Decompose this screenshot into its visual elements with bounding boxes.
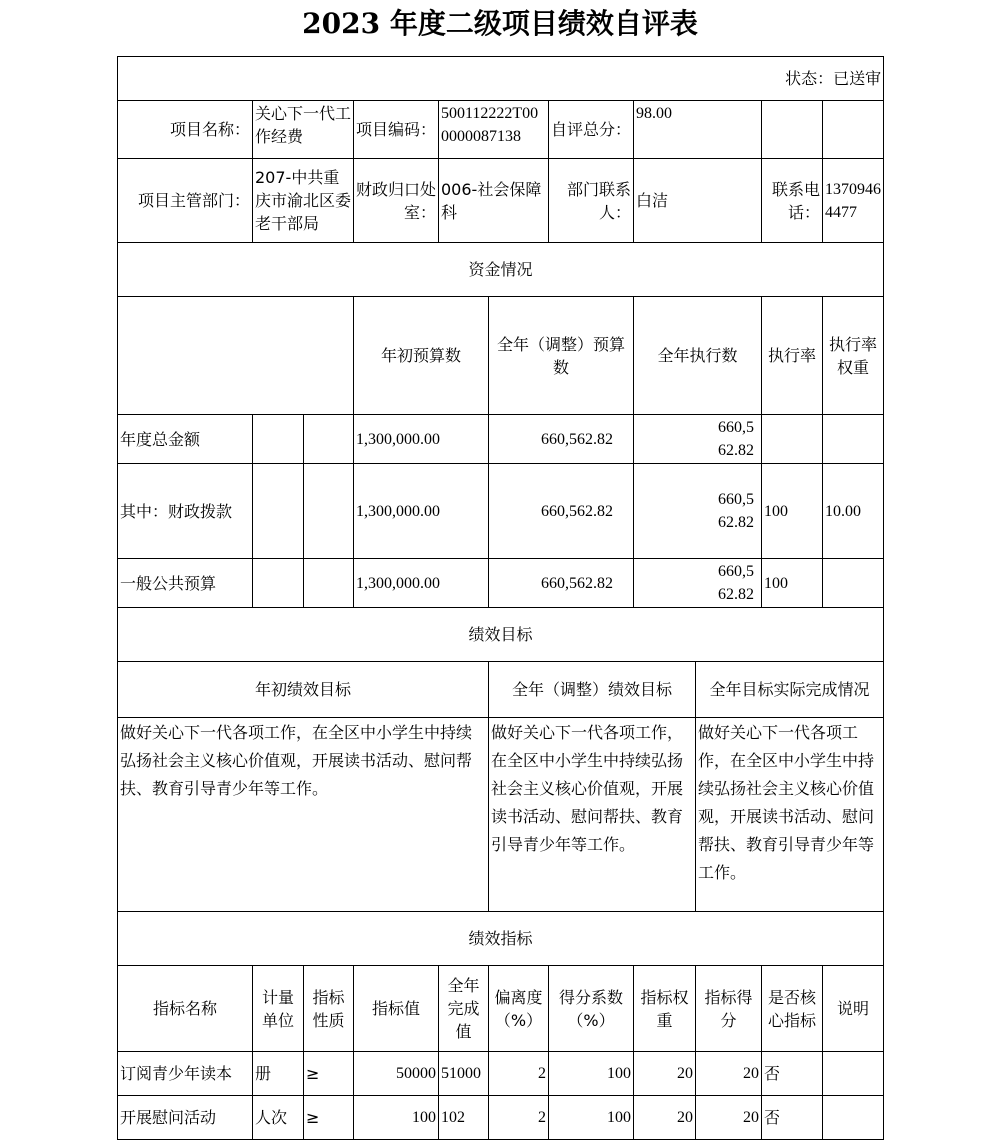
empty-cell bbox=[253, 464, 304, 559]
empty-cell bbox=[118, 297, 354, 415]
funds-row-executed: 660,562.82 bbox=[634, 415, 762, 464]
ind-header-actual: 全年完成值 bbox=[439, 966, 489, 1052]
ind-row-note bbox=[823, 1096, 884, 1140]
project-name-value: 关心下一代工作经费 bbox=[253, 101, 354, 159]
funds-row-adjusted: 660,562.82 bbox=[489, 464, 634, 559]
ind-header-note: 说明 bbox=[823, 966, 884, 1052]
goals-header-actual: 全年目标实际完成情况 bbox=[696, 662, 884, 718]
dept-label: 项目主管部门： bbox=[118, 159, 253, 243]
contact-label: 部门联系人： bbox=[549, 159, 634, 243]
funds-row-initial: 1,300,000.00 bbox=[354, 464, 489, 559]
funds-row-weight bbox=[823, 559, 884, 608]
funds-header-initial: 年初预算数 bbox=[354, 297, 489, 415]
ind-row-unit: 册 bbox=[253, 1052, 304, 1096]
ind-row-actual: 102 bbox=[439, 1096, 489, 1140]
office-value: 006-社会保障科 bbox=[439, 159, 549, 243]
ind-row-deviation: 2 bbox=[489, 1096, 549, 1140]
project-code-label: 项目编码： bbox=[354, 101, 439, 159]
ind-header-score: 指标得分 bbox=[696, 966, 762, 1052]
ind-row-deviation: 2 bbox=[489, 1052, 549, 1096]
goals-section-header: 绩效目标 bbox=[118, 608, 884, 662]
funds-row bbox=[118, 464, 884, 559]
funds-row-adjusted: 660,562.82 bbox=[489, 415, 634, 464]
empty-cell bbox=[253, 415, 304, 464]
ind-header-core: 是否核心指标 bbox=[762, 966, 823, 1052]
funds-row-name: 其中：财政拨款 bbox=[118, 464, 253, 559]
funds-row bbox=[118, 559, 884, 608]
ind-row-score: 20 bbox=[696, 1052, 762, 1096]
indicators-section-header: 绩效指标 bbox=[118, 912, 884, 966]
funds-row-name: 一般公共预算 bbox=[118, 559, 253, 608]
funds-row-adjusted: 660,562.82 bbox=[489, 559, 634, 608]
status-text: 状态：已送审 bbox=[118, 57, 884, 101]
funds-row-name: 年度总金额 bbox=[118, 415, 253, 464]
phone-value: 13709464477 bbox=[823, 159, 884, 243]
score-label: 自评总分： bbox=[549, 101, 634, 159]
funds-row-initial: 1,300,000.00 bbox=[354, 559, 489, 608]
page-title: 2023 年度二级项目绩效自评表 bbox=[302, 7, 698, 40]
goals-initial-text: 做好关心下一代各项工作，在全区中小学生中持续弘扬社会主义核心价值观，开展读书活动、慰问帮扶、教育引导青少年等工作。 bbox=[118, 718, 489, 912]
table-row bbox=[118, 1096, 884, 1140]
ind-header-name: 指标名称 bbox=[118, 966, 253, 1052]
ind-row-weight: 20 bbox=[634, 1096, 696, 1140]
empty-cell bbox=[253, 559, 304, 608]
ind-row-actual: 51000 bbox=[439, 1052, 489, 1096]
ind-row-target: 100 bbox=[354, 1096, 439, 1140]
ind-row-note bbox=[823, 1052, 884, 1096]
ind-header-unit: 计量单位 bbox=[253, 966, 304, 1052]
ind-header-target: 指标值 bbox=[354, 966, 439, 1052]
funds-row-rate: 100 bbox=[762, 464, 823, 559]
ind-row-name: 订阅青少年读本 bbox=[118, 1052, 253, 1096]
funds-row bbox=[118, 415, 884, 464]
ind-row-nature: ≥ bbox=[304, 1096, 354, 1140]
ind-row-core: 否 bbox=[762, 1052, 823, 1096]
phone-label: 联系电话： bbox=[762, 159, 823, 243]
dept-value: 207-中共重庆市渝北区委老干部局 bbox=[253, 159, 354, 243]
project-name-label: 项目名称： bbox=[118, 101, 253, 159]
ind-row-weight: 20 bbox=[634, 1052, 696, 1096]
ind-row-coef: 100 bbox=[549, 1052, 634, 1096]
ind-header-deviation: 偏离度（%） bbox=[489, 966, 549, 1052]
office-label: 财政归口处室： bbox=[354, 159, 439, 243]
ind-header-nature: 指标性质 bbox=[304, 966, 354, 1052]
funds-section-header: 资金情况 bbox=[118, 243, 884, 297]
funds-header-weight: 执行率权重 bbox=[823, 297, 884, 415]
empty-cell bbox=[304, 415, 354, 464]
ind-row-core: 否 bbox=[762, 1096, 823, 1140]
ind-header-weight: 指标权重 bbox=[634, 966, 696, 1052]
goals-header-initial: 年初绩效目标 bbox=[118, 662, 489, 718]
ind-row-score: 20 bbox=[696, 1096, 762, 1140]
evaluation-table bbox=[117, 56, 884, 1140]
funds-row-executed: 660,562.82 bbox=[634, 559, 762, 608]
ind-row-nature: ≥ bbox=[304, 1052, 354, 1096]
funds-row-weight bbox=[823, 415, 884, 464]
funds-row-rate: 100 bbox=[762, 559, 823, 608]
empty-cell bbox=[823, 101, 884, 159]
score-value: 98.00 bbox=[634, 101, 762, 159]
empty-cell bbox=[304, 464, 354, 559]
funds-row-executed: 660,562.82 bbox=[634, 464, 762, 559]
goals-header-adjusted: 全年（调整）绩效目标 bbox=[489, 662, 696, 718]
funds-header-executed: 全年执行数 bbox=[634, 297, 762, 415]
funds-header-adjusted: 全年（调整）预算数 bbox=[489, 297, 634, 415]
contact-value: 白洁 bbox=[634, 159, 762, 243]
empty-cell bbox=[762, 101, 823, 159]
table-row bbox=[118, 1052, 884, 1096]
ind-header-coef: 得分系数（%） bbox=[549, 966, 634, 1052]
funds-header-rate: 执行率 bbox=[762, 297, 823, 415]
funds-row-rate bbox=[762, 415, 823, 464]
goals-adjusted-text: 做好关心下一代各项工作，在全区中小学生中持续弘扬社会主义核心价值观，开展读书活动、慰问帮扶、教育引导青少年等工作。 bbox=[489, 718, 696, 912]
ind-row-target: 50000 bbox=[354, 1052, 439, 1096]
project-code-value: 500112222T000000087138 bbox=[439, 101, 549, 159]
ind-row-name: 开展慰问活动 bbox=[118, 1096, 253, 1140]
goals-actual-text: 做好关心下一代各项工作，在全区中小学生中持续弘扬社会主义核心价值观，开展读书活动、慰问帮扶、教育引导青少年等工作。 bbox=[696, 718, 884, 912]
funds-row-initial: 1,300,000.00 bbox=[354, 415, 489, 464]
ind-row-coef: 100 bbox=[549, 1096, 634, 1140]
ind-row-unit: 人次 bbox=[253, 1096, 304, 1140]
empty-cell bbox=[304, 559, 354, 608]
funds-row-weight: 10.00 bbox=[823, 464, 884, 559]
